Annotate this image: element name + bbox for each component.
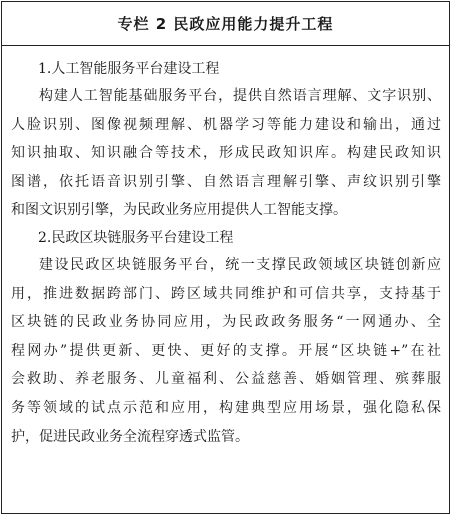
box-content [2, 46, 449, 451]
paragraph-line: 务等领域的试点示范和应用，构建典型应用场景，强化隐私保 [11, 399, 441, 416]
section-paragraph [11, 82, 441, 225]
paragraph-line: 人脸识别、图像视频理解、机器学习等能力建设和输出，通过 [11, 116, 441, 133]
section-ai-platform [11, 56, 441, 225]
box-title: 专栏 2 民政应用能力提升工程 [117, 15, 334, 33]
paragraph-line: 图谱，依托语音识别引擎、自然语言理解引擎、声纹识别引擎 [11, 173, 441, 190]
section-blockchain-platform [11, 225, 441, 451]
title-row [2, 2, 449, 46]
paragraph-line: 程网办”提供更新、更快、更好的支撑。开展“区块链+”在社 [11, 342, 441, 359]
section-paragraph [11, 251, 441, 451]
section-heading: 2.民政区块链服务平台建设工程 [38, 229, 234, 246]
paragraph-line: 护，促进民政业务全流程穿透式监管。 [11, 428, 249, 445]
paragraph-line: 构建人工智能基础服务平台，提供自然语言理解、文字识别、 [39, 88, 441, 104]
section-heading: 1.人工智能服务平台建设工程 [38, 61, 220, 77]
paragraph-line: 区块链的民政业务协同应用，为民政政务服务“一网通办、全 [11, 314, 441, 331]
feature-box [1, 1, 450, 514]
paragraph-line: 和图文识别引擎，为民政业务应用提供人工智能支撑。 [11, 202, 347, 219]
paragraph-line: 建设民政区块链服务平台，统一支撑民政领域区块链创新应 [39, 256, 441, 273]
paragraph-line: 用，推进数据跨部门、跨区域共同维护和可信共享，支持基于 [11, 285, 441, 302]
paragraph-line: 知识抽取、知识融合等技术，形成民政知识库。构建民政知识 [11, 145, 441, 162]
paragraph-line: 会救助、养老服务、儿童福利、公益慈善、婚姻管理、殡葬服 [11, 371, 441, 388]
